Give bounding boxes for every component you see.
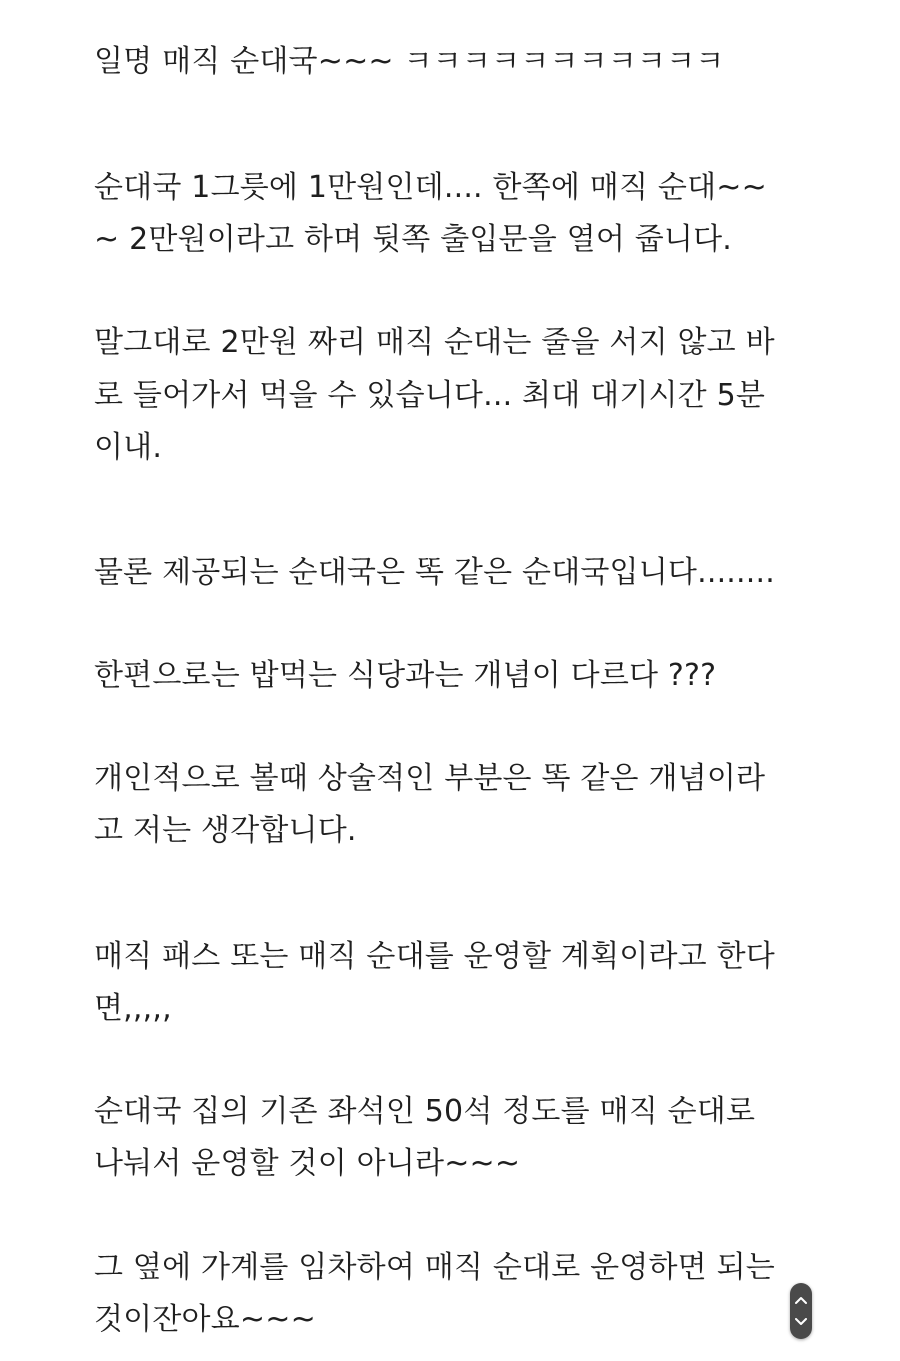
text-line: 순대국 1그릇에 1만원인데.... 한쪽에 매직 순대~~ xyxy=(94,170,767,205)
text-line: 것이잔아요~~~ xyxy=(94,1302,316,1337)
text-line: 그 옆에 가계를 임차하여 매직 순대로 운영하면 되는 xyxy=(94,1250,775,1285)
text-line: 순대국 집의 기존 좌석인 50석 정도를 매직 순대로 xyxy=(94,1094,756,1129)
text-line: 말그대로 2만원 짜리 매직 순대는 줄을 서지 않고 바 xyxy=(94,325,775,360)
text-line: 한편으로는 밥먹는 식당과는 개념이 다르다 ??? xyxy=(94,658,717,693)
text-line: 개인적으로 볼때 상술적인 부분은 똑 같은 개념이라 xyxy=(94,761,766,796)
text-line: 고 저는 생각합니다. xyxy=(94,813,357,848)
text-line: 로 들어가서 먹을 수 있습니다... 최대 대기시간 5분 xyxy=(94,378,766,413)
text-line: 일명 매직 순대국~~~ ㅋㅋㅋㅋㅋㅋㅋㅋㅋㅋㅋ xyxy=(94,44,725,79)
text-line: 나눠서 운영할 것이 아니라~~~ xyxy=(94,1146,521,1181)
chevron-down-icon[interactable] xyxy=(790,1314,812,1330)
chevron-up-icon[interactable] xyxy=(790,1292,812,1308)
text-line: ~ 2만원이라고 하며 뒷쪽 출입문을 열어 줍니다. xyxy=(94,222,733,257)
text-line: 매직 패스 또는 매직 순대를 운영할 계획이라고 한다 xyxy=(94,939,775,974)
text-line: 물론 제공되는 순대국은 똑 같은 순대국입니다........ xyxy=(94,555,775,590)
text-line: 이내. xyxy=(94,430,163,465)
scroll-handle[interactable] xyxy=(790,1283,812,1339)
text-line: 면,,,,, xyxy=(94,991,172,1026)
